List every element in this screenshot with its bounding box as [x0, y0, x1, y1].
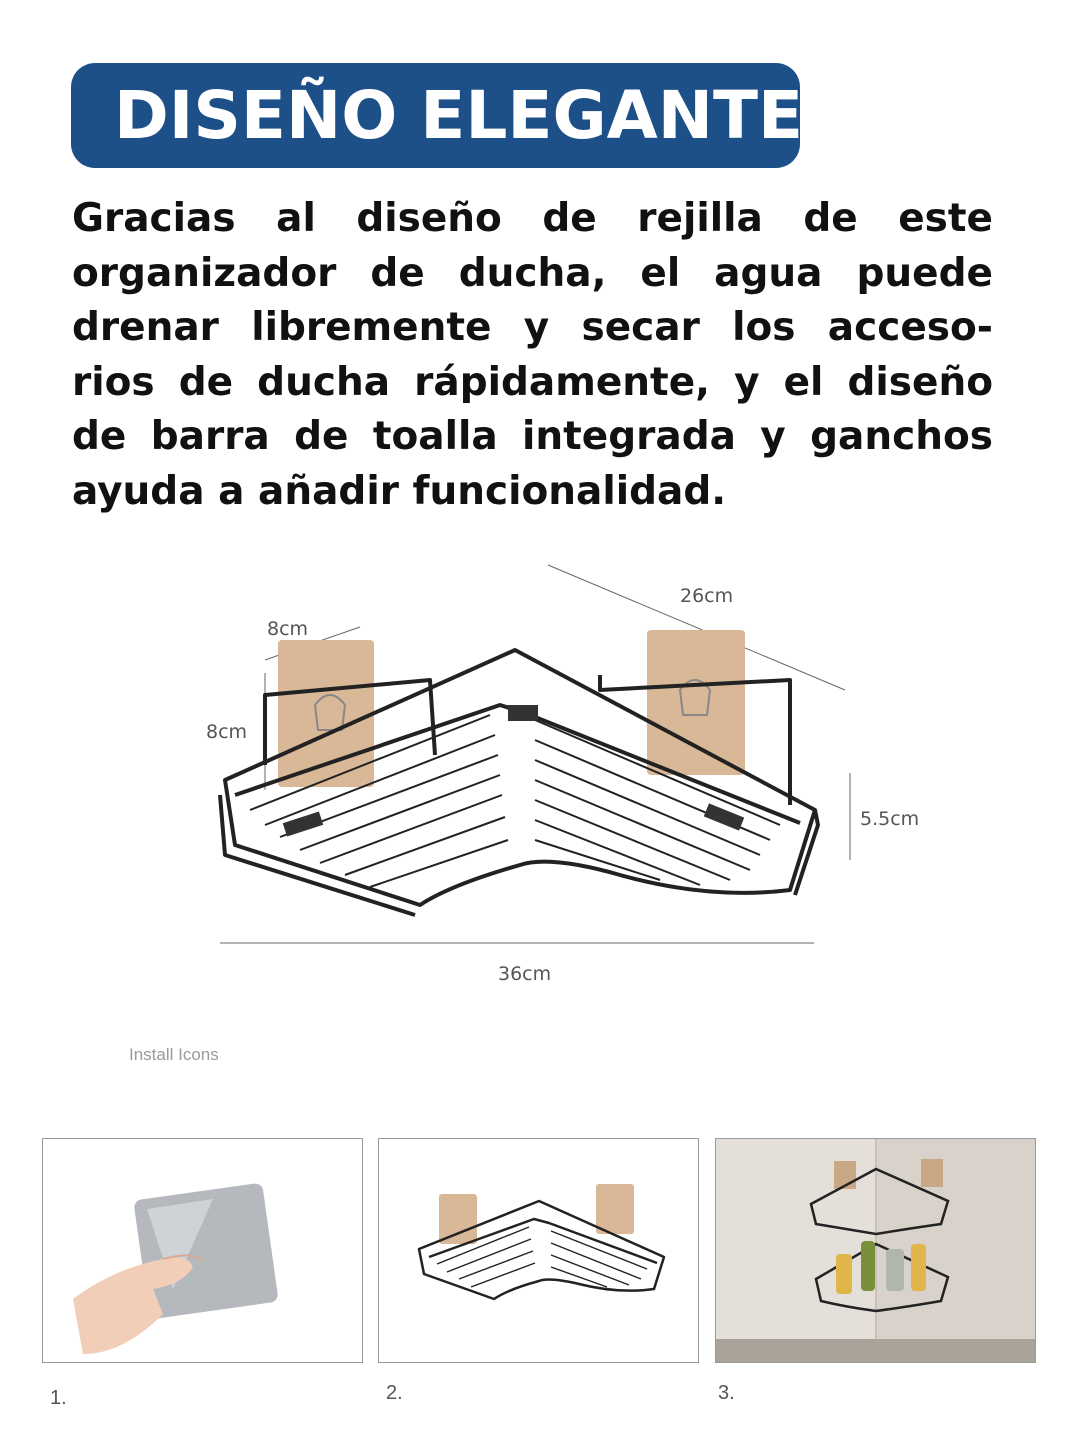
- description-line: ayuda a añadir funcionalidad.: [72, 468, 727, 514]
- description-line: drenar libremente y secar los acceso-: [72, 305, 993, 350]
- hook-height-label: 8cm: [206, 721, 248, 743]
- install-step-3-image: [715, 1138, 1036, 1363]
- shelf-dimension-diagram: [190, 555, 950, 995]
- description-line: de barra de toalla integrada y ganchos: [72, 414, 993, 459]
- install-heading: Install Icons: [129, 1045, 219, 1064]
- description-line: rios de ducha rápidamente, y el diseño: [72, 359, 993, 405]
- height-label: 5.5cm: [860, 808, 920, 830]
- description-line: organizador de ducha, el agua puede: [72, 250, 993, 296]
- install-step-2-number: 2.: [386, 1382, 403, 1404]
- install-step-3-number: 3.: [718, 1382, 735, 1404]
- description: [72, 192, 993, 519]
- depth-label: 26cm: [680, 585, 734, 607]
- install-step-2-image: [378, 1138, 699, 1363]
- install-step-1-image: [42, 1138, 363, 1363]
- description-line: Gracias al diseño de rejilla de este: [72, 196, 993, 241]
- title-banner: [71, 63, 804, 168]
- banner-title: DISEÑO ELEGANTE: [114, 77, 804, 154]
- adhesive-hook-right: [647, 630, 745, 775]
- install-step-1-number: 1.: [50, 1387, 67, 1409]
- width-label: 36cm: [498, 963, 552, 985]
- hook-width-label: 8cm: [267, 618, 309, 640]
